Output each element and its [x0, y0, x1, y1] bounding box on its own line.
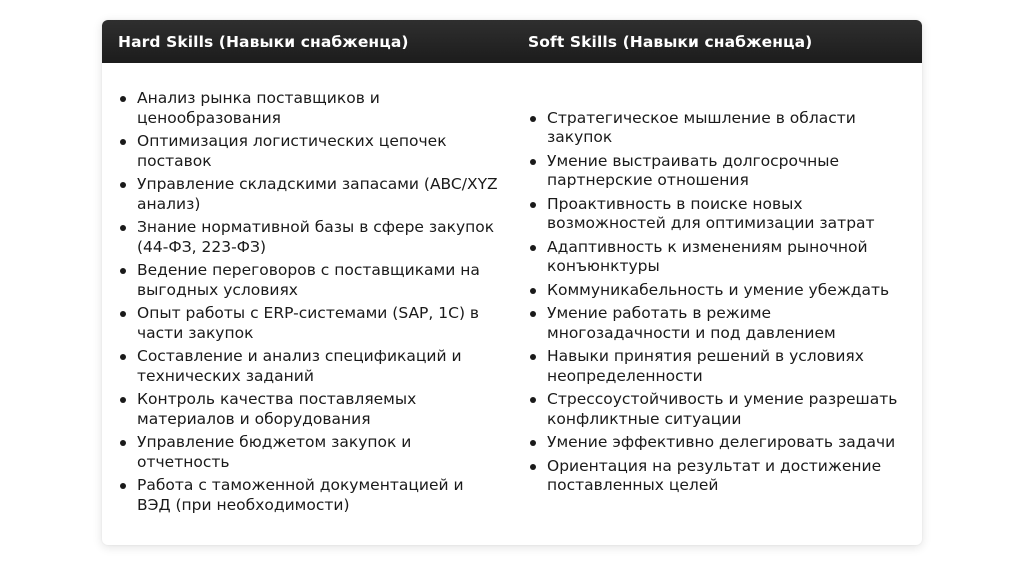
list-item: Стрессоустойчивость и умение разрешать конфликтные ситуации — [528, 390, 913, 429]
hard-skills-heading: Hard Skills (Навыки снабженца) — [118, 32, 409, 51]
list-item: Знание нормативной базы в сфере закупок (44-ФЗ, 223-ФЗ) — [118, 218, 498, 257]
soft-skills-list — [528, 109, 913, 500]
list-item: Ведение переговоров с поставщиками на выгодных условиях — [118, 261, 498, 300]
list-item: Ориентация на результат и достижение поставленных целей — [528, 457, 913, 496]
list-item: Умение эффективно делегировать задачи — [528, 433, 913, 453]
hard-skills-list — [118, 89, 498, 519]
list-item: Навыки принятия решений в условиях неопределенности — [528, 347, 913, 386]
list-item: Оптимизация логистических цепочек поставок — [118, 132, 498, 171]
list-item: Анализ рынка поставщиков и ценообразования — [118, 89, 498, 128]
skills-table — [102, 20, 922, 545]
list-item: Адаптивность к изменениям рыночной конъюнктуры — [528, 238, 913, 277]
list-item: Умение выстраивать долгосрочные партнерские отношения — [528, 152, 913, 191]
table-header — [102, 20, 922, 63]
list-item: Управление бюджетом закупок и отчетность — [118, 433, 498, 472]
list-item: Проактивность в поиске новых возможностей для оптимизации затрат — [528, 195, 913, 234]
list-item: Управление складскими запасами (ABC/XYZ анализ) — [118, 175, 498, 214]
soft-skills-heading: Soft Skills (Навыки снабженца) — [528, 32, 813, 51]
hard-skills-column — [118, 63, 498, 545]
list-item: Стратегическое мышление в области закупок — [528, 109, 913, 148]
list-item: Работа с таможенной документацией и ВЭД (при необходимости) — [118, 476, 498, 515]
soft-skills-column — [528, 63, 913, 545]
table-body — [102, 63, 922, 545]
list-item: Умение работать в режиме многозадачности и под давлением — [528, 304, 913, 343]
list-item: Составление и анализ спецификаций и технических заданий — [118, 347, 498, 386]
list-item: Опыт работы с ERP-системами (SAP, 1С) в части закупок — [118, 304, 498, 343]
list-item: Контроль качества поставляемых материалов и оборудования — [118, 390, 498, 429]
list-item: Коммуникабельность и умение убеждать — [528, 281, 913, 301]
